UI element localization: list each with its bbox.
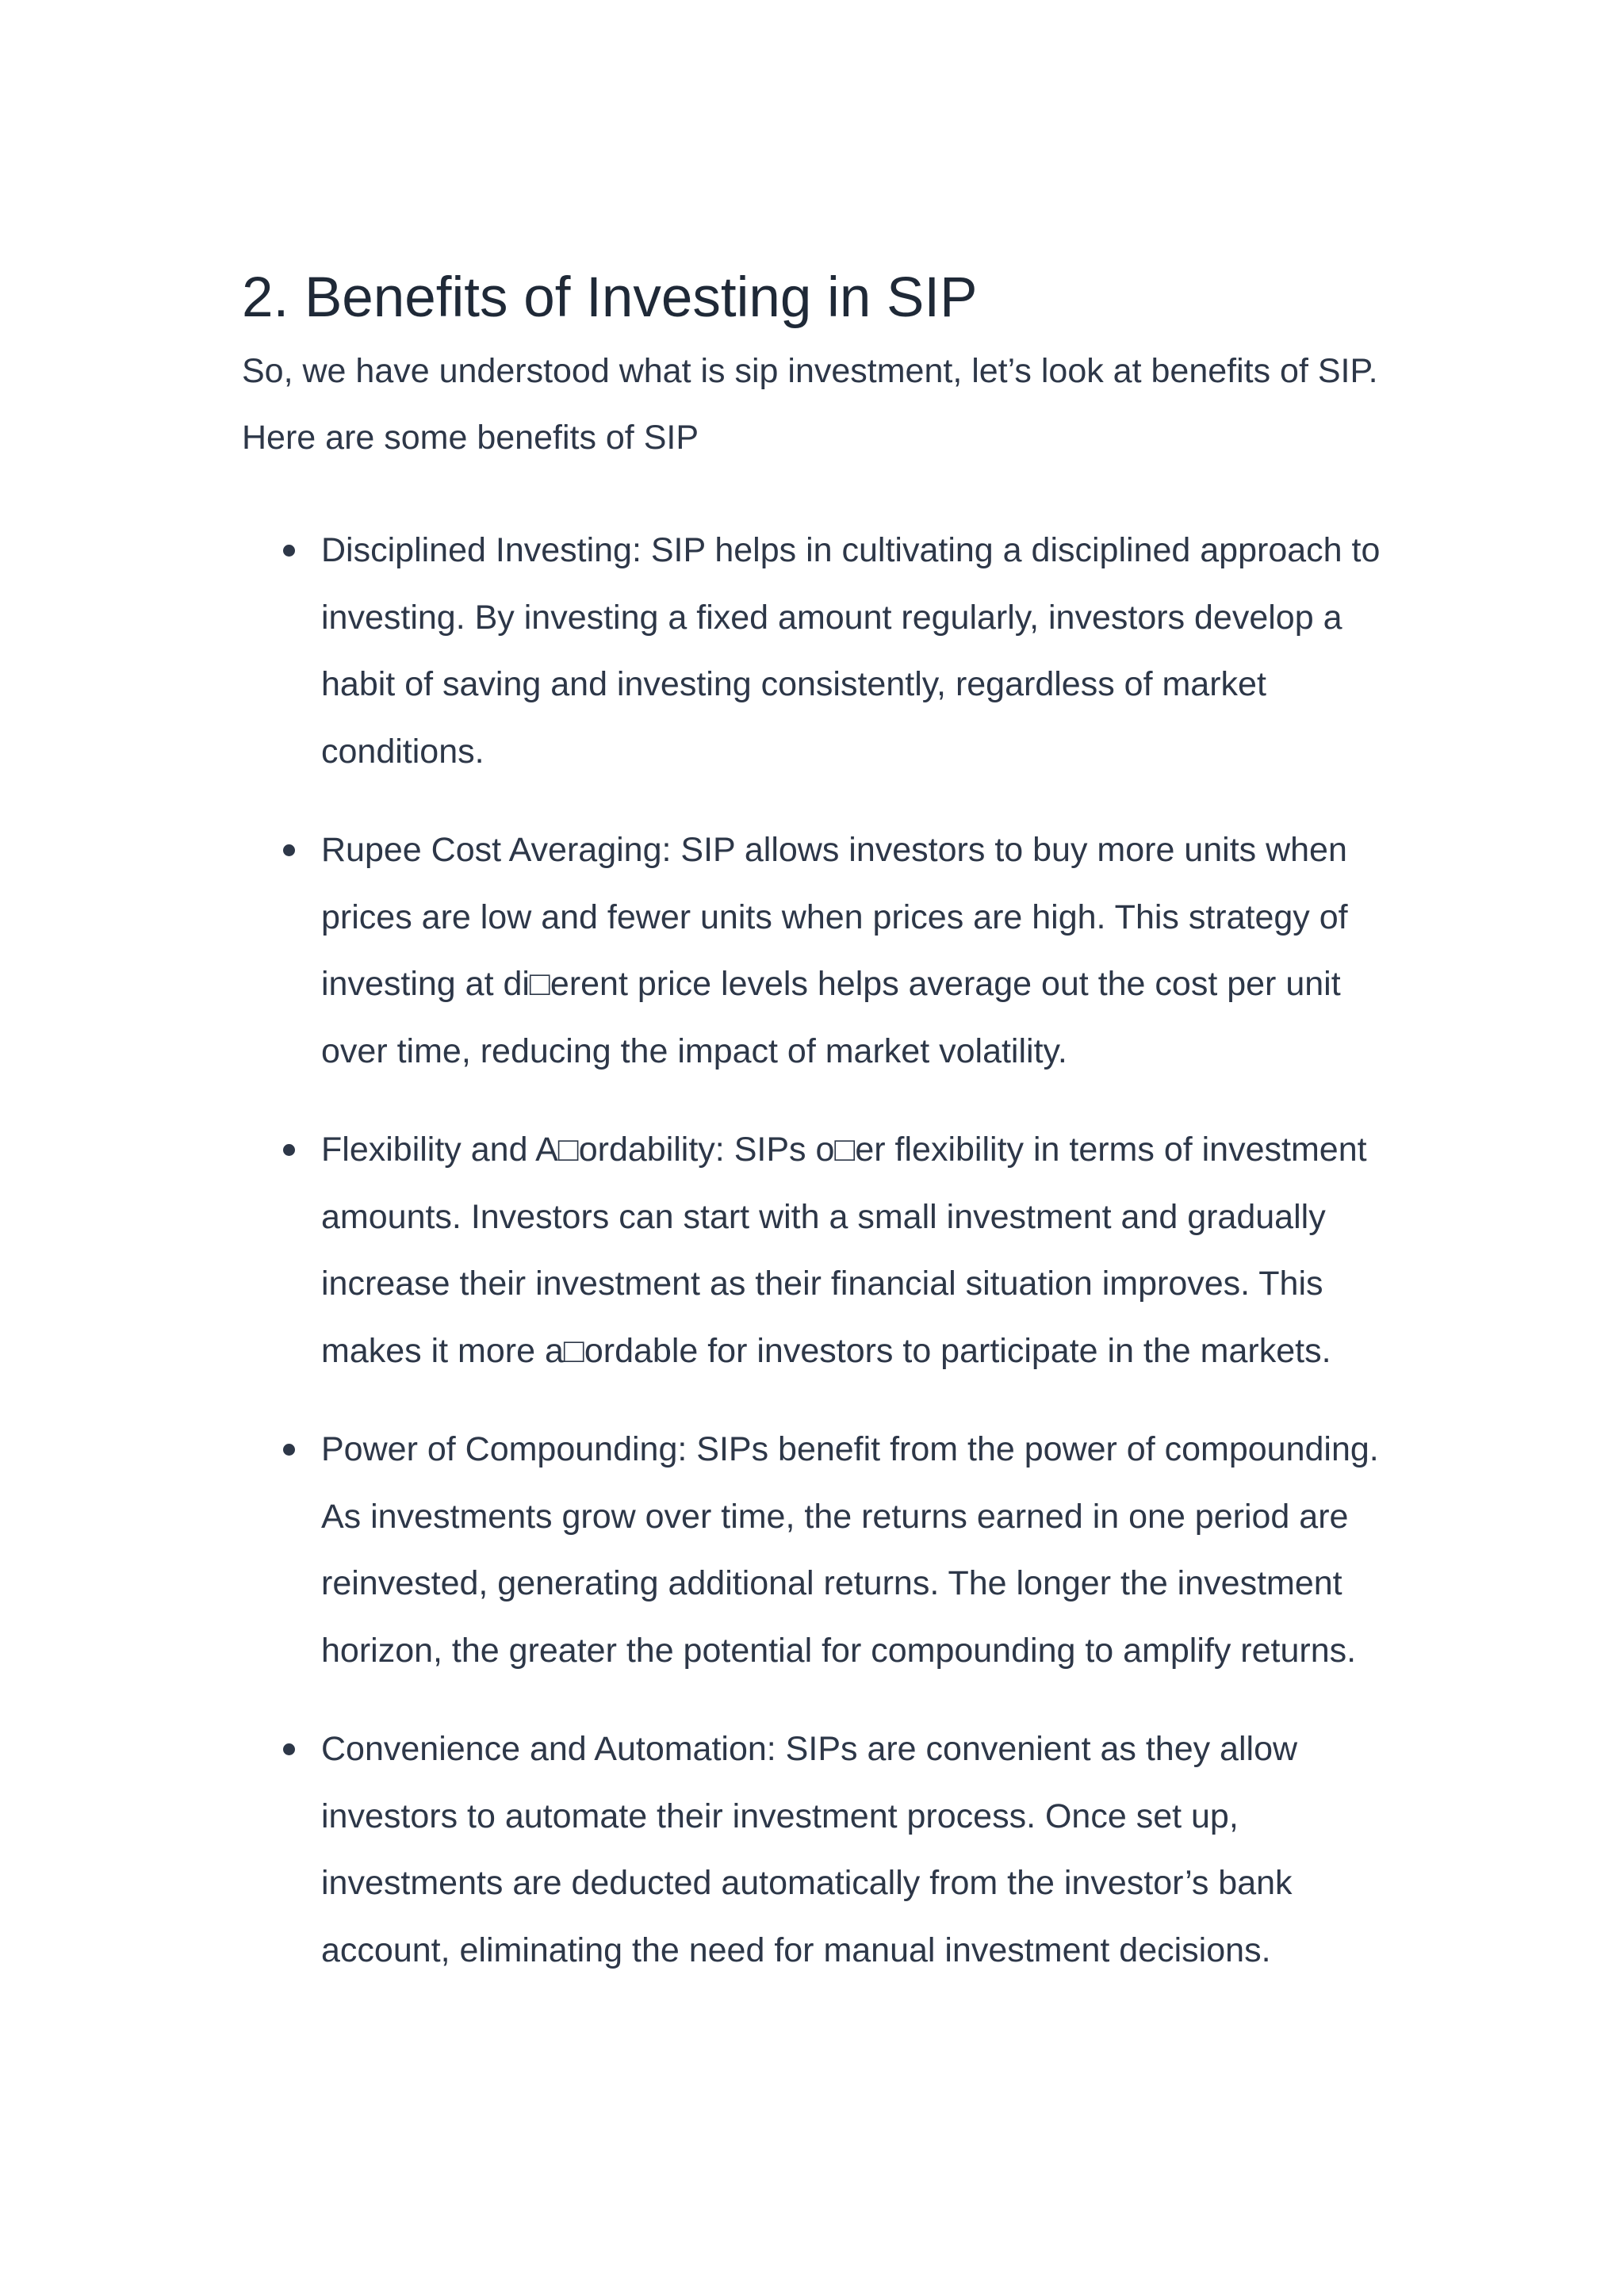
list-item-power-of-compounding xyxy=(242,1416,1392,1684)
intro-paragraph: So, we have understood what is sip investment, let’s look at benefits of SIP. Here are some benefits of SIP xyxy=(242,352,1378,457)
list-item-text: Power of Compounding: SIPs benefit from the power of compounding. As investments grow over time, the returns earned in one period are reinvested, generating additional returns. The longer the investment horizon, the greater the potential for compounding to amplify returns. xyxy=(321,1430,1379,1670)
list-item-rupee-cost-averaging xyxy=(242,817,1392,1085)
bullet-icon xyxy=(283,1743,295,1755)
section-heading: 2. Benefits of Investing in SIP xyxy=(242,266,978,329)
list-item-disciplined-investing xyxy=(242,517,1392,785)
list-item-text: Disciplined Investing: SIP helps in cultivating a disciplined approach to investing. By investing a fixed amount regularly, investors develop a habit of saving and investing consistently, regardless of market conditions. xyxy=(321,531,1381,771)
list-item-text: Rupee Cost Averaging: SIP allows investors to buy more units when prices are low and fewer units when prices are high. This strategy of investing at di□erent price levels helps average out the cost per unit over time, reducing the impact of market volatility. xyxy=(321,831,1348,1070)
list-item-flexibility-affordability xyxy=(242,1116,1392,1384)
list-item-text: Convenience and Automation: SIPs are convenient as they allow investors to automate their investment process. Once set up, investments are deducted automatically from the investor’s bank account, eliminating the need for manual investment decisions. xyxy=(321,1730,1298,1969)
bullet-icon xyxy=(283,844,295,856)
document-page xyxy=(242,262,1392,2015)
benefits-list xyxy=(242,517,1392,1984)
list-item-text: Flexibility and A□ordability: SIPs o□er flexibility in terms of investment amounts. Investors can start with a small investment and gradually increase their investment as their financial situation improves. This makes it more a□ordable for investors to participate in the markets. xyxy=(321,1131,1367,1370)
bullet-icon xyxy=(283,1444,295,1456)
bullet-icon xyxy=(283,1144,295,1156)
list-item-convenience-automation xyxy=(242,1716,1392,1984)
bullet-icon xyxy=(283,545,295,557)
